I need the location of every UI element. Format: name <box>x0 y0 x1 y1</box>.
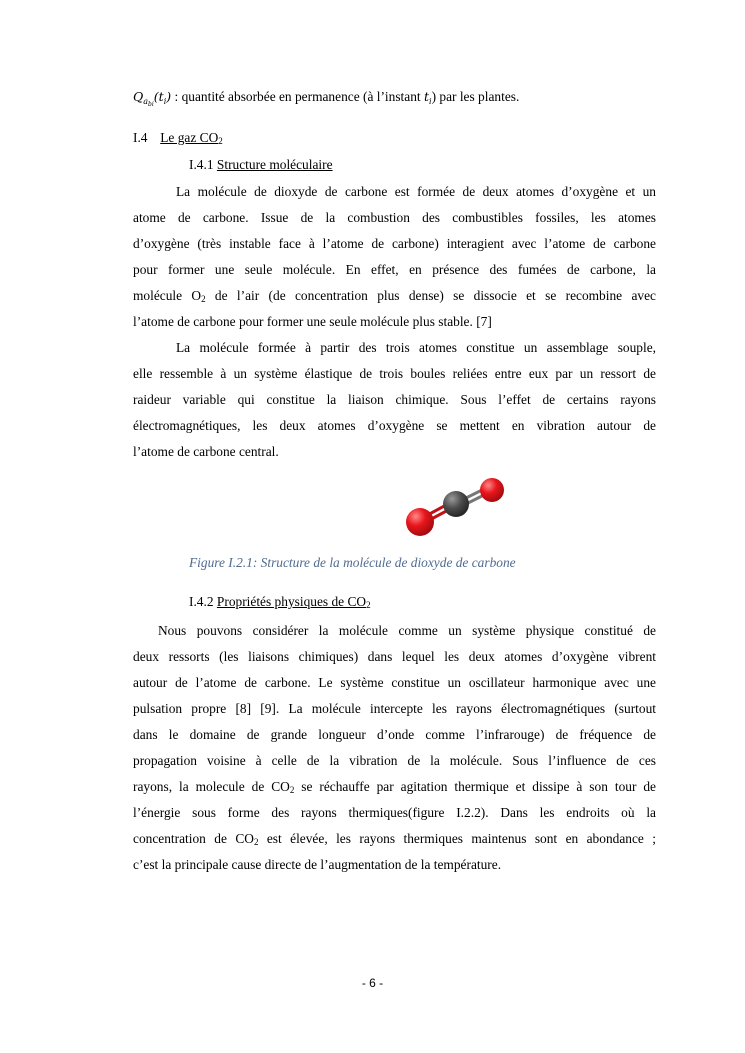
paragraph-1-line-4: pour former une seule molécule. En effet, en présence des fumées de carbone, la <box>133 262 656 277</box>
paragraph-2-line-1: La molécule formée à partir des trois atomes constitue un assemblage souple, <box>176 340 656 355</box>
section-heading <box>133 130 656 146</box>
formula-arg-close: ) <box>166 89 172 104</box>
paragraph-1-line-3: d’oxygène (très instable face à l’atome de carbone) interagient avec l’atome de carbone <box>133 236 656 251</box>
instant-symbol: t <box>423 89 430 104</box>
page-number: - 6 - <box>361 976 384 990</box>
instant-sub: i <box>429 97 432 106</box>
paragraph-3-line-1: Nous pouvons considérer la molécule comme un système physique constitué de <box>158 623 656 638</box>
paragraph-3-line-6: propagation voisine à celle de la vibration de la molécule. Sous l’influence de ces <box>133 753 656 768</box>
subsection-2-number: I.4.2 <box>189 594 214 609</box>
formula-arg-sub: i <box>163 97 167 106</box>
formula-symbol: Q <box>133 89 144 104</box>
formula-sub-bi: bi <box>148 101 154 108</box>
formula-sub-a: a <box>143 97 149 106</box>
oxygen-atom-right <box>480 478 504 502</box>
subsection-2-heading <box>189 594 371 610</box>
paragraph-1-line-6: l’atome de carbone pour former une seule molécule plus stable. [7] <box>133 314 492 329</box>
formula-arg: (t <box>153 89 164 104</box>
paragraph-3-line-9: concentration de $CO_2$ est élevée, les rayons thermiques maintenus sont en abondance ; <box>133 831 656 847</box>
figure-caption: Figure I.2.1: Structure de la molécule de dioxyde de carbone <box>189 555 516 570</box>
paragraph-3-line-5: dans le domaine de grande longueur d’onde comme l’infrarouge) de fréquence de <box>133 727 656 742</box>
subsection-1-heading <box>189 157 333 173</box>
paragraph-3-line-10: c’est la principale cause directe de l’augmentation de la température. <box>133 857 502 872</box>
subsection-1-title: Structure moléculaire <box>216 157 333 172</box>
paragraph-3-line-2: deux ressorts (les liaisons chimiques) dans lequel les deux atomes d’oxygène vibrent <box>133 649 656 664</box>
section-title: Le gaz $CO_2$ <box>160 130 223 146</box>
paragraph-2-line-2: elle ressemble à un système élastique de trois boules reliées entre eux par un ressort de <box>133 366 656 381</box>
paragraph-2-line-3: raideur variable qui constitue la liaison chimique. Sous l’effet de certains rayons <box>133 392 656 407</box>
intro-text-b: ) par les plantes. <box>431 89 520 104</box>
intro-line <box>133 89 656 108</box>
oxygen-atom-left <box>406 508 434 536</box>
subsection-1-number: I.4.1 <box>189 157 214 172</box>
paragraph-3-line-4: pulsation propre [8] [9]. La molécule intercepte les rayons électromagnétiques (surtout <box>133 701 656 716</box>
paragraph-3-line-8: l’énergie sous forme des rayons thermiques(figure I.2.2). Dans les endroits où la <box>133 805 656 820</box>
paragraph-1-line-1: La molécule de dioxyde de carbone est formée de deux atomes d’oxygène et un <box>176 184 656 199</box>
paragraph-3-line-7: rayons, la molecule de $CO_2$ se réchauffe par agitation thermique et dissipe à son tour de <box>133 779 657 795</box>
paragraph-1-line-2: atome de carbone. Issue de la combustion des combustibles fossiles, les atomes <box>133 210 656 225</box>
intro-text-a: : quantité absorbée en permanence (à l’instant <box>171 89 424 104</box>
carbon-atom <box>443 491 469 517</box>
section-number: I.4 <box>133 130 148 145</box>
paragraph-1-line-5: molécule $O_2$ de l’air (de concentration plus dense) se dissocie et se recombine avec <box>133 288 656 304</box>
subsection-2-title: Propriétés physiques de $CO_2$ <box>216 594 371 610</box>
co2-molecule-figure <box>400 473 512 539</box>
paragraph-3-line-3: autour de l’atome de carbone. Le système constitue un oscillateur harmonique avec une <box>133 675 656 690</box>
paragraph-2-line-4: électromagnétiques, les deux atomes d’oxygène se mettent en vibration autour de <box>133 418 656 433</box>
paragraph-2-line-5: l’atome de carbone central. <box>133 444 279 459</box>
